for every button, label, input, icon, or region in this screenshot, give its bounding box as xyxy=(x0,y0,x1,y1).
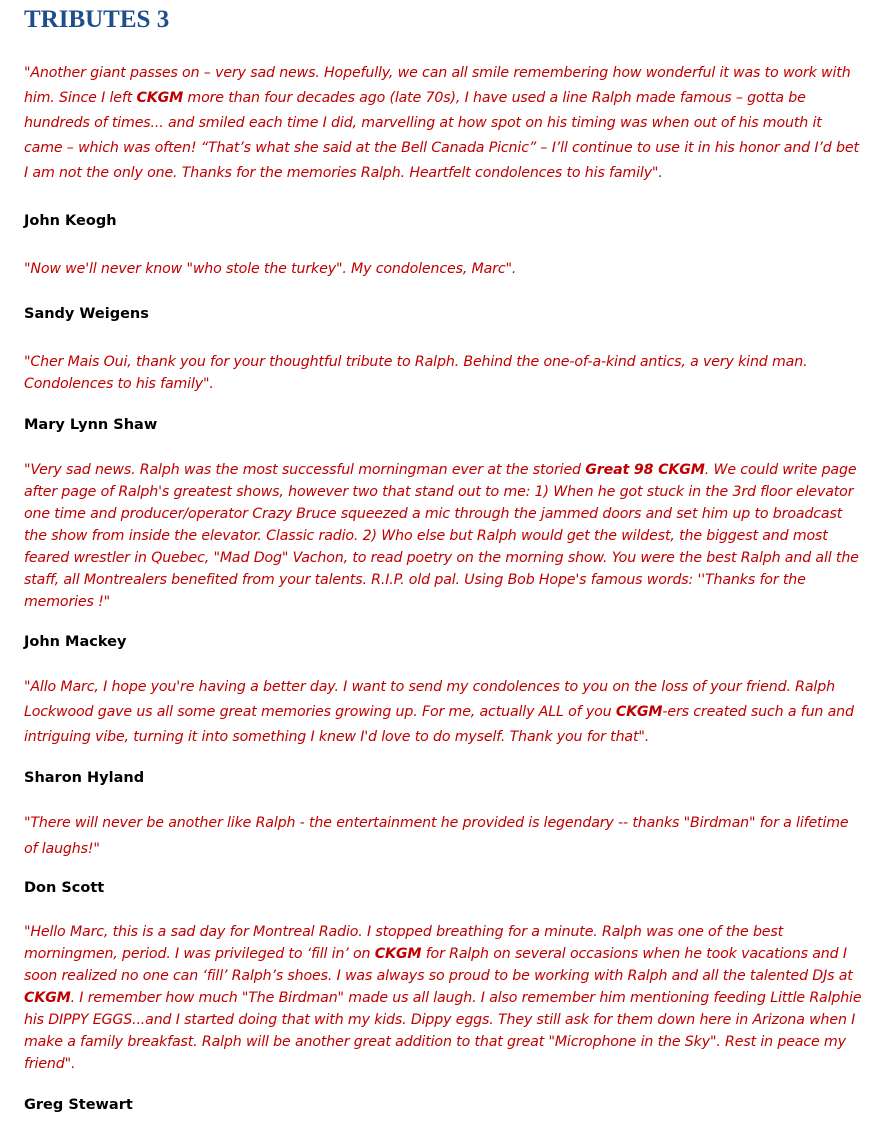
station-name: CKGM xyxy=(374,946,422,962)
station-name: CKGM xyxy=(615,704,663,720)
tribute-author: Mary Lynn Shaw xyxy=(24,417,158,433)
tribute-author: Don Scott xyxy=(24,880,105,896)
tribute-author: Sharon Hyland xyxy=(24,770,145,786)
tribute-author: John Keogh xyxy=(24,213,117,229)
station-name: CKGM xyxy=(136,90,184,106)
tribute-quote: "Very sad news. Ralph was the most successful morningman ever at the storied Great 98 CKGM. We could write page after page of Ralph's greatest shows, however two that stand out to me: 1) When he got stuck in the 3rd floor elevator one time and producer/operator Crazy Bruce squeezed a mic through the jammed doors and set him up to broadcast the show from inside the elevator. Classic radio. 2) Who else but Ralph would get the wildest, the biggest and most feared wrestler in Quebec, "Mad Dog" Vachon, to read poetry on the morning show. You were the best Ralph and all the staff, all Montrealers benefited from your talents. R.I.P. old pal. Using Bob Hope's famous words: ''Thanks for the memories !" xyxy=(24,462,859,610)
tribute-quote: "Now we'll never know "who stole the turkey". My condolences, Marc". xyxy=(24,261,517,277)
tribute-quote: "Another giant passes on – very sad news. Hopefully, we can all smile remembering how wonderful it was to work with him. Since I left CKGM more than four decades ago (late 70s), I have used a line Ralph made famous – gotta be hundreds of times... and smiled each time I did, marvelling at how spot on his timing was when out of his mouth it came – which was often! “That’s what she said at the Bell Canada Picnic” – I’ll continue to use it in his honor and I’d bet I am not the only one. Thanks for the memories Ralph. Heartfelt condolences to his family". xyxy=(24,65,859,181)
page-title: TRIBUTES 3 xyxy=(24,6,170,33)
tribute-author: Greg Stewart xyxy=(24,1097,133,1113)
station-name: Great 98 CKGM xyxy=(585,462,705,478)
tribute-quote: "Cher Mais Oui, thank you for your thoughtful tribute to Ralph. Behind the one-of-a-kind antics, a very kind man. Condolences to his family". xyxy=(24,354,808,392)
tribute-author: John Mackey xyxy=(24,634,127,650)
tribute-quote: "Hello Marc, this is a sad day for Montreal Radio. I stopped breathing for a minute. Ralph was one of the best morningmen, period. I was privileged to ‘fill in’ on CKGM for Ralph on several occasions when he took vacations and I soon realized no one can ‘fill’ Ralph’s shoes. I was always so proud to be working with Ralph and all the talented DJs at CKGM. I remember how much "The Birdman" made us all laugh. I also remember him mentioning feeding Little Ralphie his DIPPY EGGS...and I started doing that with my kids. Dippy eggs. They still ask for them down here in Arizona when I make a family breakfast. Ralph will be another great addition to that great "Microphone in the Sky". Rest in peace my friend". xyxy=(24,924,862,1072)
station-name: CKGM xyxy=(24,990,71,1006)
tribute-quote: "Allo Marc, I hope you're having a better day. I want to send my condolences to you on the loss of your friend. Ralph Lockwood gave us all some great memories growing up. For me, actually ALL of you CKGM-ers created such a fun and intriguing vibe, turning it into something I knew I'd love to do myself. Thank you for that". xyxy=(24,679,854,745)
tribute-quote: "There will never be another like Ralph - the entertainment he provided is legendary -- thanks "Birdman" for a lifetime of laughs!" xyxy=(24,815,849,857)
tribute-author: Sandy Weigens xyxy=(24,306,149,322)
